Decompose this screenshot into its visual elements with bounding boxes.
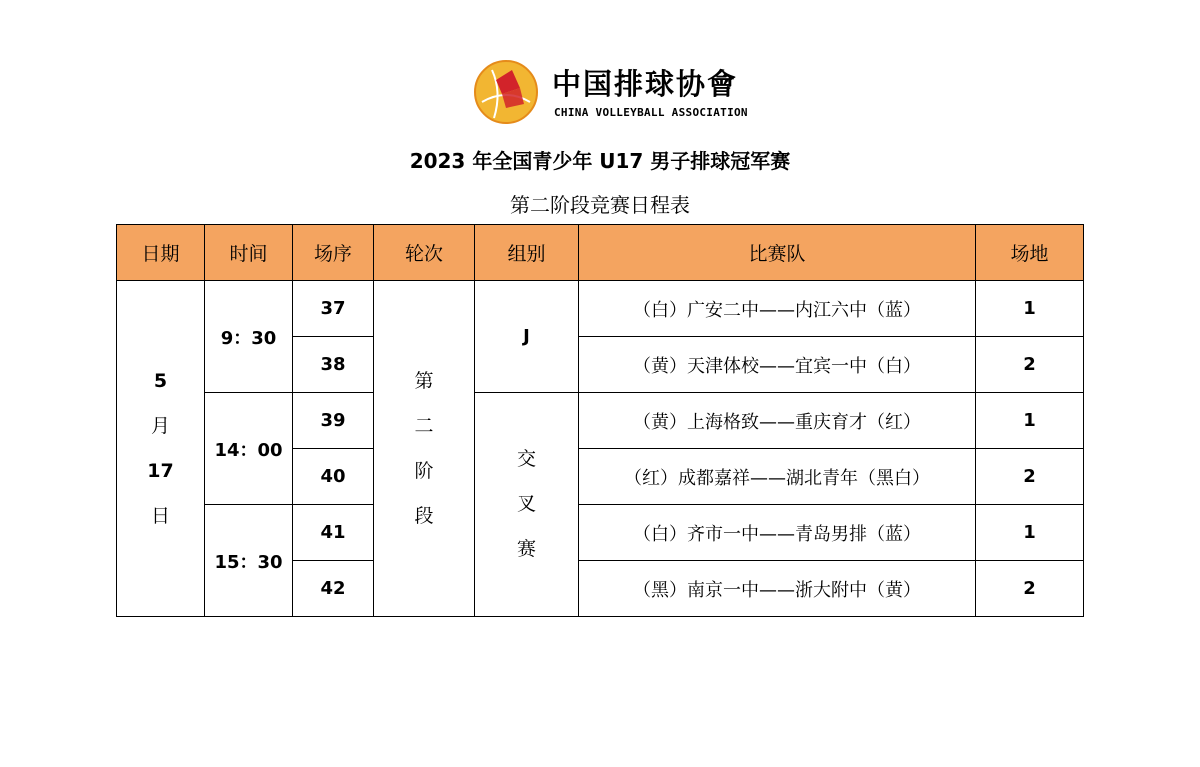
table-row — [117, 393, 1084, 449]
match-number: 42 — [293, 561, 374, 617]
logo-chinese-name: 中国排球协會 — [552, 67, 739, 101]
logo-english-name: CHINA VOLLEYBALL ASSOCIATION — [554, 106, 748, 119]
cva-logo — [472, 56, 748, 126]
court-cell: 1 — [976, 281, 1084, 337]
round-text: 第 二 阶 段 — [414, 369, 434, 527]
teams-cell: （白）广安二中——内江六中（蓝） — [579, 281, 976, 337]
teams-cell: （黄）天津体校——宜宾一中（白） — [579, 337, 976, 393]
teams-cell: （红）成都嘉祥——湖北青年（黑白） — [579, 449, 976, 505]
header-teams: 比赛队 — [579, 225, 976, 281]
teams-cell: （白）齐市一中——青岛男排（蓝） — [579, 505, 976, 561]
header-match-number: 场序 — [293, 225, 374, 281]
time-cell: 15：30 — [205, 505, 293, 617]
court-cell: 2 — [976, 449, 1084, 505]
table-header-row — [117, 225, 1084, 281]
schedule-table — [116, 224, 1084, 617]
time-cell: 14：00 — [205, 393, 293, 505]
cross-group-text: 交 叉 赛 — [516, 448, 536, 560]
date-text: 5 月 17 日 — [147, 369, 174, 527]
round-cell — [374, 281, 475, 617]
court-cell: 2 — [976, 561, 1084, 617]
court-cell: 2 — [976, 337, 1084, 393]
match-number: 37 — [293, 281, 374, 337]
court-cell: 1 — [976, 505, 1084, 561]
teams-cell: （黄）上海格致——重庆育才（红） — [579, 393, 976, 449]
date-cell — [117, 281, 205, 617]
header-time: 时间 — [205, 225, 293, 281]
header-date: 日期 — [117, 225, 205, 281]
match-number: 39 — [293, 393, 374, 449]
header-court: 场地 — [976, 225, 1084, 281]
page-title: 2023 年全国青少年 U17 男子排球冠军赛 — [409, 149, 791, 173]
group-cell-j: J — [475, 281, 579, 393]
match-number: 41 — [293, 505, 374, 561]
time-cell: 9：30 — [205, 281, 293, 393]
group-cell-cross — [475, 393, 579, 617]
court-cell: 1 — [976, 393, 1084, 449]
volleyball-logo-icon — [472, 58, 540, 126]
header-group: 组别 — [475, 225, 579, 281]
match-number: 38 — [293, 337, 374, 393]
match-number: 40 — [293, 449, 374, 505]
table-row — [117, 505, 1084, 561]
teams-cell: （黑）南京一中——浙大附中（黄） — [579, 561, 976, 617]
table-row — [117, 281, 1084, 337]
header-round: 轮次 — [374, 225, 475, 281]
page-subtitle: 第二阶段竞赛日程表 — [510, 193, 690, 217]
